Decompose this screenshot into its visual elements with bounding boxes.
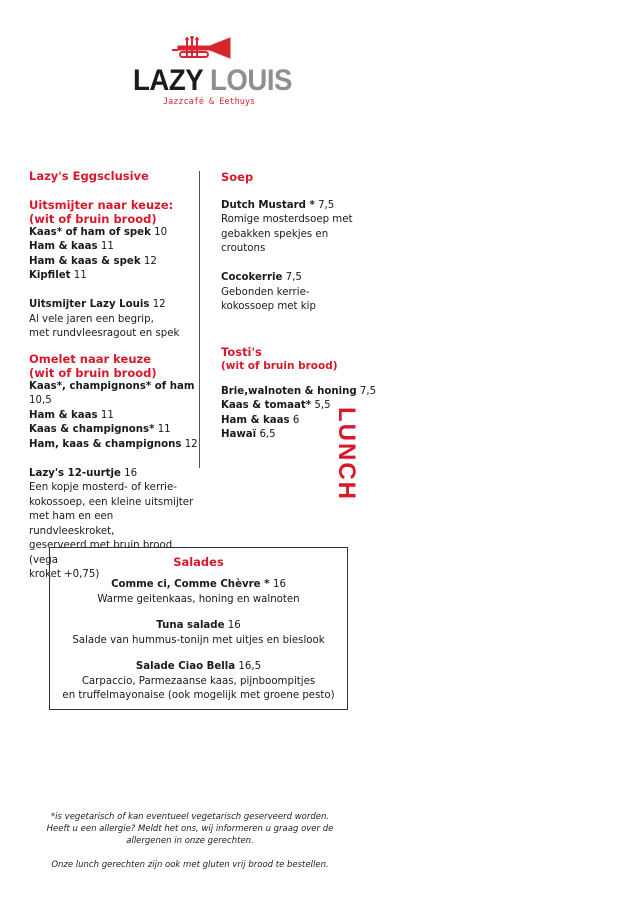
item-description: met rundvleesragout en spek <box>29 328 180 339</box>
menu-item: Kaas & tomaat* 5,5 <box>221 400 331 411</box>
item-description: Warme geitenkaas, honing en walnoten <box>97 593 300 605</box>
menu-item: Ham & kaas 6 <box>221 414 300 426</box>
section-title-eggsclusive: Lazy's Eggsclusive <box>29 169 149 183</box>
footer-line: allergenen in onze gerechten. <box>126 836 254 846</box>
item-description: Een kopje mosterd- of kerrie- <box>29 482 177 493</box>
footer-notes <box>40 811 340 871</box>
item-description: kokossoep met kip <box>221 301 316 312</box>
item-description: Carpaccio, Parmezaanse kaas, pijnboompitjes <box>81 675 316 687</box>
item-description: gebakken spekjes en <box>221 228 329 240</box>
menu-item-12-uurtje: Lazy's 12-uurtje 16 <box>29 467 138 479</box>
section-title-salades: Salades <box>173 555 224 569</box>
lunch-label-text: LUNCH <box>333 407 360 501</box>
item-description: croutons <box>221 243 266 254</box>
menu-item: Ham & kaas 11 <box>29 241 114 252</box>
footer-line: Heeft u een allergie? Meldt het ons, wij informeren u graag over de <box>46 824 334 834</box>
menu-item: Cocokerrie 7,5 <box>221 272 302 283</box>
logo-subtitle: Jazzcafé & Eethuys <box>163 97 256 107</box>
menu-item: Comme ci, Comme Chèvre * 16 <box>111 579 286 590</box>
menu-item: Hawaï 6,5 <box>221 429 276 440</box>
menu-item: Dutch Mustard * 7,5 <box>221 199 335 211</box>
section-title-tosti: Tosti's <box>221 344 262 359</box>
item-description: kokossoep, een kleine uitsmijter <box>29 496 194 508</box>
right-column <box>221 170 381 443</box>
menu-item: Tuna salade 16 <box>156 620 241 631</box>
trumpet-icon <box>170 36 234 62</box>
item-description: met ham en een rundvleeskroket, <box>29 511 115 537</box>
item-description: geserveerd met bruin brood (vega <box>29 540 173 566</box>
menu-item: Kaas*, champignons* of ham 10,5 <box>29 380 195 406</box>
logo-word-lazy: LAZY <box>133 64 203 97</box>
menu-item: Kaas & champignons* 11 <box>29 424 171 435</box>
salades-box <box>49 547 348 710</box>
tosti-subheading: (wit of bruin brood) <box>221 359 338 372</box>
footer-line: *is vegetarisch of kan eventueel vegetarisch geserveerd worden. <box>50 812 330 822</box>
logo <box>120 30 292 110</box>
item-description: kroket +0,75) <box>29 569 100 580</box>
item-description: Al vele jaren een begrip, <box>29 313 154 325</box>
logo-word-louis: LOUIS <box>209 64 292 97</box>
footer-line: Onze lunch gerechten zijn ook met gluten vrij brood te bestellen. <box>51 860 329 870</box>
menu-item: Ham & kaas & spek 12 <box>29 255 157 267</box>
menu-item: Kaas* of ham of spek 10 <box>29 226 168 238</box>
item-description: Gebonden kerrie- <box>221 286 310 298</box>
column-divider <box>199 171 200 468</box>
menu-item-lazy-louis: Uitsmijter Lazy Louis 12 <box>29 299 166 310</box>
menu-item: Brie,walnoten & honing 7,5 <box>221 385 377 397</box>
menu-item: Ham, kaas & champignons 12 <box>29 438 198 450</box>
omelet-heading: Omelet naar keuze <box>29 351 152 366</box>
omelet-subheading: (wit of bruin brood) <box>29 365 157 380</box>
left-column <box>29 169 199 583</box>
uitsmijter-heading: Uitsmijter naar keuze: <box>29 197 174 212</box>
logo-wordmark <box>133 66 292 96</box>
menu-item: Ham & kaas 11 <box>29 409 114 421</box>
item-description: Salade van hummus-tonijn met uitjes en bieslook <box>72 634 325 646</box>
menu-item: Kipfilet 11 <box>29 270 87 281</box>
section-title-soep: Soep <box>221 170 254 184</box>
uitsmijter-subheading: (wit of bruin brood) <box>29 211 157 226</box>
menu-item: Salade Ciao Bella 16,5 <box>135 661 262 672</box>
item-description: en truffelmayonaise (ook mogelijk met groene pesto) <box>62 690 335 701</box>
item-description: Romige mosterdsoep met <box>221 214 353 225</box>
